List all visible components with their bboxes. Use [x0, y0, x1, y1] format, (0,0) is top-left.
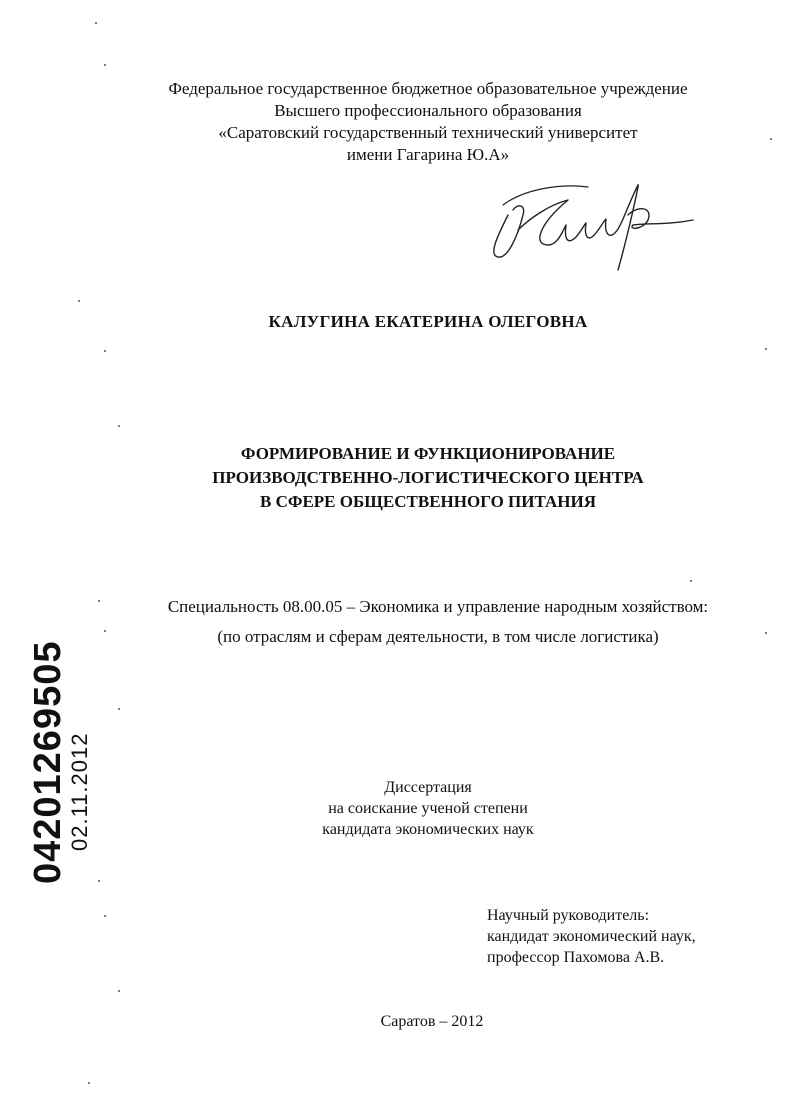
library-stamp-number: 04201269505	[27, 640, 69, 884]
institution-line: Федеральное государственное бюджетное образовательное учреждение	[168, 79, 688, 98]
title-line: ПРОИЗВОДСТВЕННО-ЛОГИСТИЧЕСКОГО ЦЕНТРА	[212, 468, 644, 487]
advisor-line: кандидат экономический наук,	[487, 928, 696, 945]
scan-speck	[104, 915, 106, 917]
scan-speck	[765, 348, 767, 350]
author-name: КАЛУГИНА ЕКАТЕРИНА ОЛЕГОВНА	[268, 312, 588, 331]
scan-speck	[88, 1082, 90, 1084]
scan-speck	[104, 64, 106, 66]
institution-line: имени Гагарина Ю.А»	[346, 145, 510, 164]
scan-speck	[98, 600, 100, 602]
dissertation-line: Диссертация	[384, 779, 472, 796]
specialty-line: Специальность 08.00.05 – Экономика и управление народным хозяйством:	[167, 597, 709, 616]
scan-speck	[770, 138, 772, 140]
title-line: В СФЕРЕ ОБЩЕСТВЕННОГО ПИТАНИЯ	[259, 492, 596, 511]
dissertation-line: на соискание ученой степени	[328, 800, 528, 817]
scientific-advisor	[487, 905, 696, 968]
institution-header	[30, 78, 796, 166]
city-year: Саратов – 2012	[380, 1013, 484, 1030]
scan-speck	[690, 580, 692, 582]
scan-speck	[98, 880, 100, 882]
library-stamp-date: 02.11.2012	[67, 732, 92, 851]
dissertation-line: кандидата экономических наук	[322, 821, 534, 838]
dissertation-title	[30, 442, 796, 514]
specialty	[40, 592, 796, 652]
title-line: ФОРМИРОВАНИЕ И ФУНКЦИОНИРОВАНИЕ	[240, 444, 616, 463]
scan-speck	[118, 425, 120, 427]
institution-line: Высшего профессионального образования	[274, 101, 582, 120]
advisor-line: профессор Пахомова А.В.	[487, 949, 665, 966]
dissertation-type	[30, 777, 796, 840]
scan-speck	[78, 300, 80, 302]
advisor-line: Научный руководитель:	[487, 907, 650, 924]
scan-speck	[118, 708, 120, 710]
scan-speck	[95, 22, 97, 24]
scan-speck	[118, 990, 120, 992]
specialty-line: (по отраслям и сферам деятельности, в том числе логистика)	[217, 627, 659, 646]
handwritten-signature	[478, 175, 698, 275]
scan-speck	[765, 632, 767, 634]
institution-line: «Саратовский государственный технический университет	[218, 123, 638, 142]
scan-speck	[104, 630, 106, 632]
scan-speck	[104, 350, 106, 352]
